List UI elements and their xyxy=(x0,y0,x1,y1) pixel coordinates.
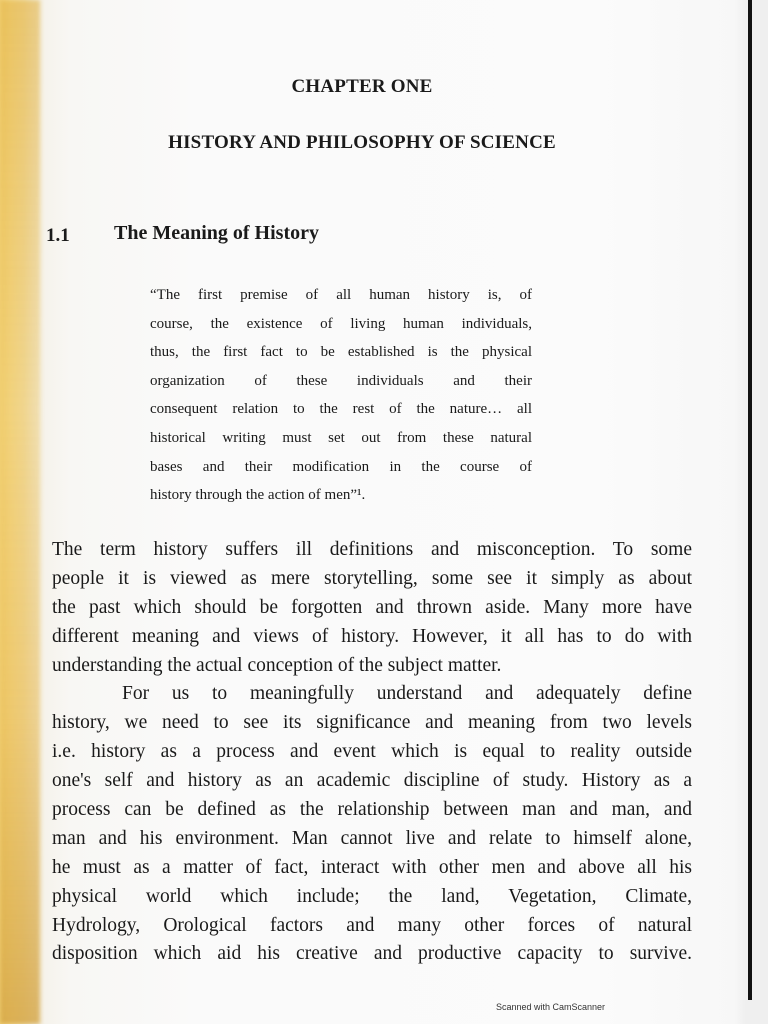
section-title: The Meaning of History xyxy=(114,222,319,244)
paragraph-line: For us to meaningfully understand and adequately define xyxy=(122,683,692,705)
paragraph-line: process can be defined as the relationship between man and man, and xyxy=(52,799,692,821)
quote-line: historical writing must set out from these natural xyxy=(150,429,532,446)
paragraph-line: disposition which aid his creative and productive capacity to survive. xyxy=(52,943,692,965)
paragraph-line: Hydrology, Orological factors and many other forces of natural xyxy=(52,914,692,936)
page-edge-line xyxy=(748,0,752,1000)
paragraph-line: understanding the actual conception of the subject matter. xyxy=(52,654,502,676)
block-quote xyxy=(150,281,532,510)
quote-line: consequent relation to the rest of the nature… all xyxy=(150,401,532,418)
paragraph-line: The term history suffers ill definitions and misconception. To some xyxy=(52,539,692,560)
paragraph-line: i.e. history as a process and event which is equal to reality outside xyxy=(52,741,692,763)
chapter-heading: CHAPTER ONE xyxy=(291,76,433,97)
section-number: 1.1 xyxy=(46,225,70,246)
quote-line: course, the existence of living human individuals, xyxy=(150,315,532,332)
body-text xyxy=(52,536,692,969)
scanner-watermark: Scanned with CamScanner xyxy=(496,1002,606,1012)
quote-line: thus, the first fact to be established is the physical xyxy=(150,344,532,361)
paragraph-line: the past which should be forgotten and thrown aside. Many more have xyxy=(52,596,692,618)
paragraph-line: man and his environment. Man cannot live and relate to himself alone, xyxy=(52,827,692,849)
quote-line: history through the action of men”¹. xyxy=(150,487,366,504)
quote-line: organization of these individuals and their xyxy=(150,372,532,389)
quote-line: bases and their modification in the course of xyxy=(150,458,532,475)
quote-line: “The first premise of all human history is, of xyxy=(150,287,532,303)
paragraph-line: one's self and history as an academic discipline of study. History as a xyxy=(52,770,692,792)
chapter-title: HISTORY AND PHILOSOPHY OF SCIENCE xyxy=(168,132,556,153)
paragraph-line: different meaning and views of history. However, it all has to do with xyxy=(52,625,692,647)
paragraph-line: history, we need to see its significance and meaning from two levels xyxy=(52,712,692,734)
paragraph-line: people it is viewed as mere storytelling, some see it simply as about xyxy=(52,567,692,589)
paragraph-line: physical world which include; the land, Vegetation, Climate, xyxy=(52,885,692,907)
paragraph-line: he must as a matter of fact, interact with other men and above all his xyxy=(52,856,692,878)
